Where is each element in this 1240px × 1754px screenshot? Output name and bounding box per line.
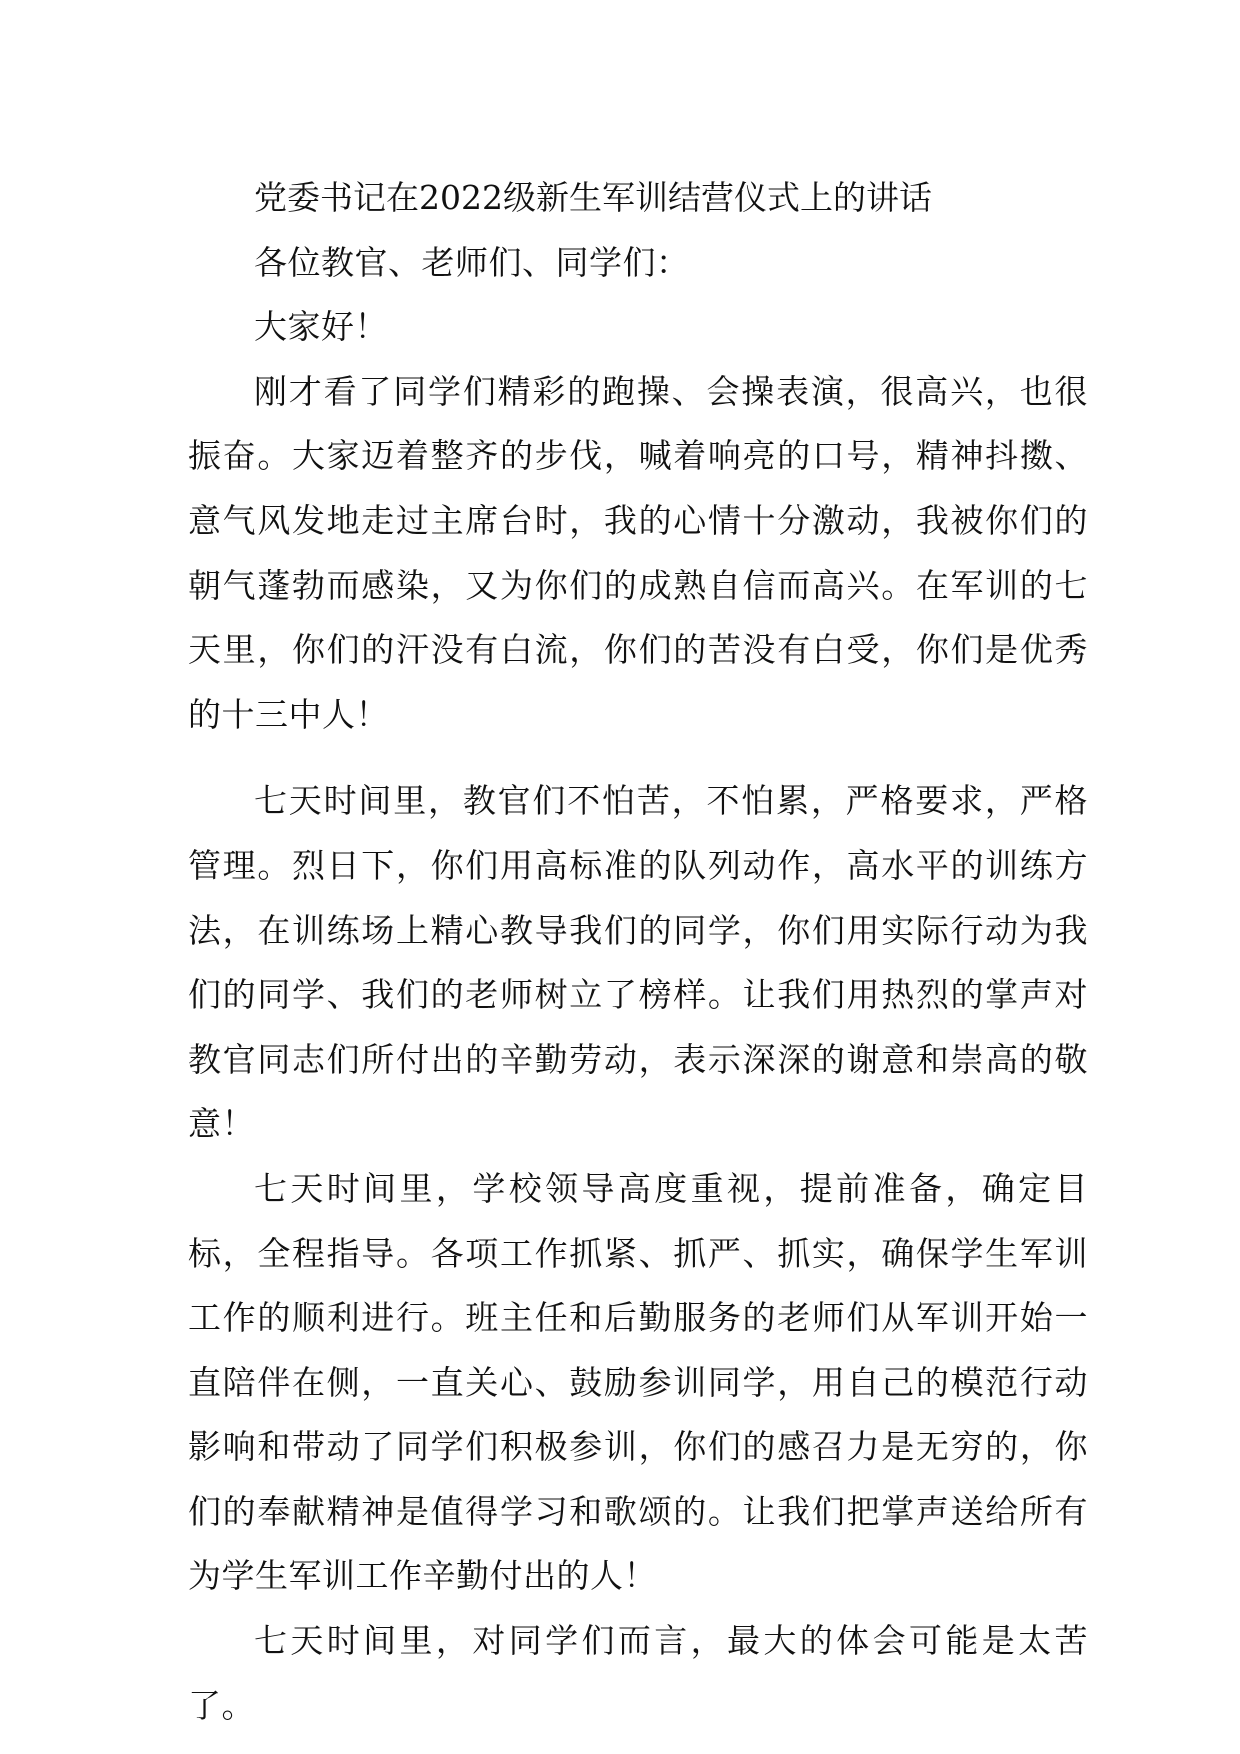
greeting: 大家好！: [254, 307, 388, 347]
paragraph: 刚才看了同学们精彩的跑操、会操表演，很高兴，也很振奋。大家迈着整齐的步伐，喊着响亮的口号，精神抖擞、意气风发地走过主席台时，我的心情十分激动，我被你们的朝气蓬勃而感染，又为你们的成熟自信而高兴。在军训的七天里，你们的汗没有白流，你们的苦没有白受，你们是优秀的十三中人！: [188, 371, 1088, 734]
paragraph: 七天时间里，对同学们而言，最大的体会可能是太苦了。: [188, 1621, 1088, 1725]
paragraph: 七天时间里，教官们不怕苦，不怕累，严格要求，严格管理。烈日下，你们用高标准的队列动作，高水平的训练方法，在训练场上精心教导我们的同学，你们用实际行动为我们的同学、我们的老师树立了榜样。让我们用热烈的掌声对教官同志们所付出的辛勤劳动，表示深深的谢意和崇高的敬意！: [188, 781, 1088, 1144]
document-title: 党委书记在2022级新生军训结营仪式上的讲话: [254, 178, 932, 217]
paragraph: 七天时间里，学校领导高度重视，提前准备，确定目标，全程指导。各项工作抓紧、抓严、抓实，确保学生军训工作的顺利进行。班主任和后勤服务的老师们从军训开始一直陪伴在侧，一直关心、鼓励参训同学，用自己的模范行动影响和带动了同学们积极参训，你们的感召力是无穷的，你们的奉献精神是值得学习和歌颂的。让我们把掌声送给所有为学生军训工作辛勤付出的人！: [188, 1168, 1088, 1596]
salutation: 各位教官、老师们、同学们：: [254, 242, 690, 282]
speech-body: [188, 166, 1088, 1738]
